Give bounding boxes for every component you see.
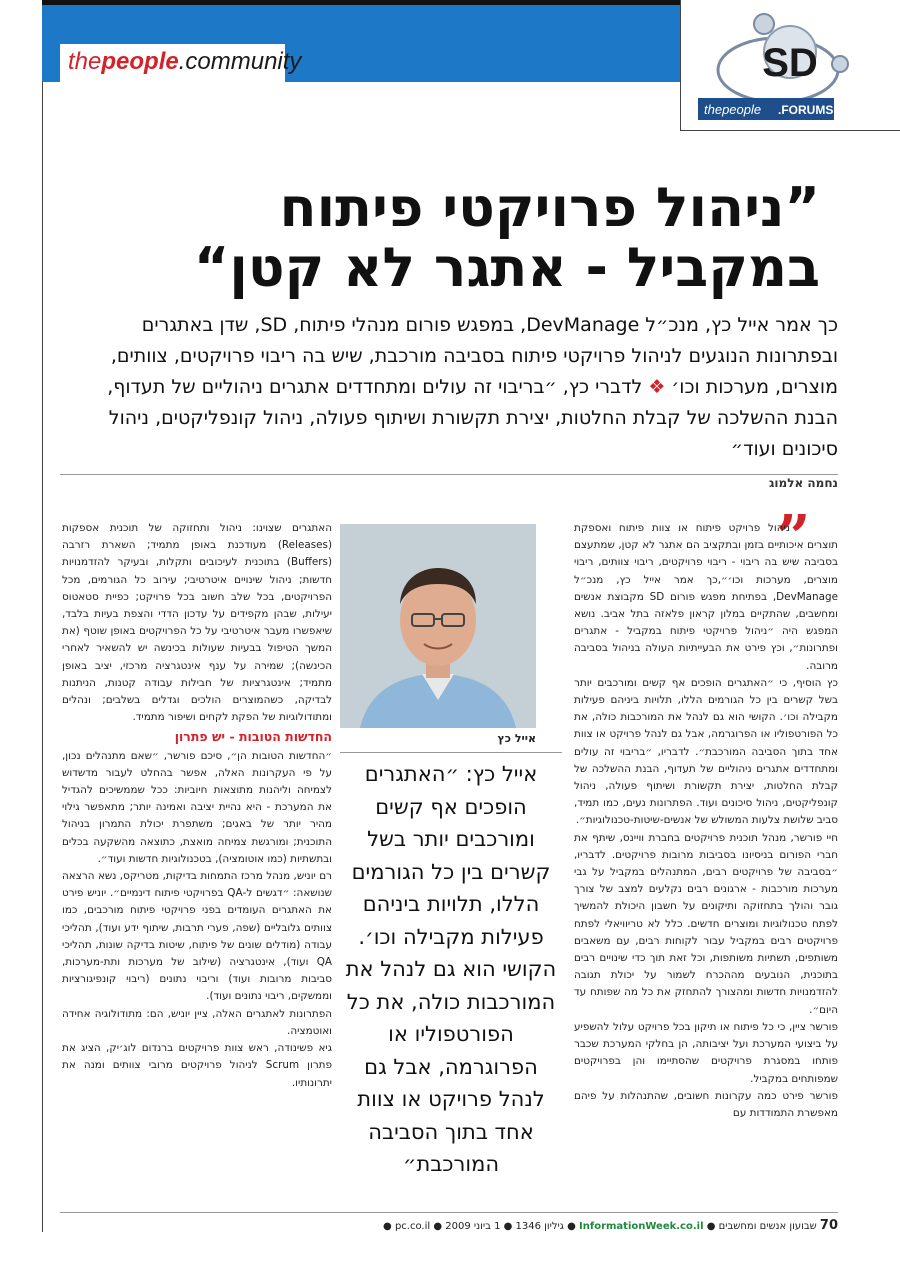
diamond-icon: ❖ xyxy=(648,376,666,398)
paragraph: גיא פשינודה, ראש צוות פרויקטים ברנדום לוג׳יק, הציג את פתרון Scrum לניהול פרויקטים מרובי צוותים ומנה את יתרונותיו. xyxy=(62,1042,332,1089)
page-frame-left xyxy=(42,82,43,1232)
svg-text:SD: SD xyxy=(762,41,818,85)
footer-date: 1 ביוני 2009 xyxy=(445,1221,501,1232)
header-divider-vertical xyxy=(680,0,681,130)
headline-line-1: ”ניהול פרויקטי פיתוח xyxy=(279,176,820,239)
paragraph: רם יוניש, מנהל מרכז התמחות בדיקות, מטריקס, נשא הרצאה שנושאה: ״דגשים ל-QA בפרויקטי פיתוח דינמיים״. יוניש פירט את האתגרים העומדים בפני פרויקטי פיתוח מורכבים, כמו צוותים גלובליים (שפה, פערי תרבות, שיתוף ידע ועוד), תהליכי עבודה (מודלים שונים של פיתוח, שיטות בדיקה שונות, תהליכי QA ועוד), אינטגרציה (שילוב של מערכות ותת-מערכות, סביבות מרובות ועוד) וריבוי נתונים (ריבוי קונפיגורציות וממשקים, ריבוי נתונים ועוד). xyxy=(62,870,332,1003)
paragraph: כץ הוסיף, כי ״האתגרים הופכים אף קשים ומורכבים יותר בשל קשרים בין כל הגורמים הללו, תלויות ביניהם פעילות מקבילה וכו׳. הקושי הוא גם לנהל את המורכבות כולה, את כל הפורטפוליו או הפרוגרמה, אבל גם לנהל פרויקט או צוות אחד בתוך הסביבה המורכבת״. לדבריו, ״בריבוי זה עולים ומתחדדים אתגרים ניהוליים של תעדוף, הבנת ההשלכה של קבלת החלטות, יצירת תקשורת ושיתוף פעולה, ניהול קונפליקטים, ניהול סיכונים ועוד. הפתרונות נעים, כמו תמיד, סביב שלושת צלעות המשולש של אנשים-שיטות-טכנולוגיות״. xyxy=(574,676,838,827)
article-lead: כך אמר אייל כץ, מנכ״ל DevManage, במפגש פורום מנהלי פיתוח, SD, שדן באתגרים ובפתרונות הנוגעים לניהול פרויקטי פיתוח בסביבה מורכבת, שיש בה ריבוי פרויקטים, צוותים, מוצרים, מערכות וכו׳ ❖ לדברי כץ, ״בריבוי זה עולים ומתחדדים אתגרים ניהוליים של תעדוף, הבנת ההשלכה של קבלת החלטות, יצירת תקשורת ושיתוף פעולה, ניהול קונפליקטים, ניהול סיכונים ועוד״ xyxy=(107,314,838,460)
article-column-right xyxy=(574,520,838,1122)
paragraph: חיי פורשר, מנהל תוכנית פרויקטים בחברת וויינס, שיתף את חברי הפורום בניסיונו בסביבות מרובות פרויקטים. לדבריו, ״בסביבה של פרויקטים רבים, המתנהלים במקביל על גבי מערכות מורכבות - ארגונים רבים נקלעים למצב של צורך גובר והולך בתחזוקה ותיקונים על חשבון היכולת להמשיך לפתח טכנולוגיות ומוצרים חדשים. כלל לא טריוויאלי לפתח פרויקטים רבים במקביל עבור לקוחות רבים, עם משאבים משותפים, תשתיות משותפות, וכל זאת תוך כדי שינויים רבים בתוכנית, הנובעים מההכרח לשמור על יכולת תגובה להזדמנויות חדשות ומהצורך להתחזק את כל מה שפותח עד היום״. xyxy=(574,831,838,1016)
sd-forums-logo xyxy=(690,8,860,128)
page-footer: 70 שבועון אנשים ומחשבים ● InformationWeek.co.il ● גיליון 1346 ● 1 ביוני 2009 ● pc.co.il ● xyxy=(383,1218,838,1233)
headline-line-2: במקביל - אתגר לא קטן“ xyxy=(193,236,820,299)
footer-publication: שבועון אנשים ומחשבים xyxy=(718,1221,817,1232)
footer-site2-link[interactable]: pc.co.il xyxy=(394,1221,431,1232)
svg-text:.FORUMS: .FORUMS xyxy=(778,103,834,117)
byline-divider xyxy=(60,474,838,475)
article-column-left xyxy=(62,520,332,1092)
brand-logo: thepeople.community xyxy=(68,48,302,75)
article-byline: נחמה אלמוג xyxy=(769,476,838,490)
paragraph: פורשר פירט כמה עקרונות חשובים, שהתנהלות על פיהם מאפשרת התמודדות עם xyxy=(574,1089,838,1119)
header-black-strip xyxy=(42,0,680,5)
svg-text:thepeople: thepeople xyxy=(704,102,762,117)
header-divider-horizontal xyxy=(680,130,900,131)
footer-issue: גיליון 1346 xyxy=(515,1221,564,1232)
paragraph: פורשר ציין, כי כל פיתוח או תיקון בכל פרויקט עלול להשפיע על ביצועי המערכת ועל יציבותה, הן בחלקי המערכת שכבר פותחו במסגרת פרויקטים שהסתיימו והן בפרויקטים שמפותחים במקביל. xyxy=(574,1020,838,1085)
footer-divider xyxy=(60,1212,838,1213)
section-subheading: החדשות הטובות - יש פתרון xyxy=(174,729,332,745)
pull-quote: אייל כץ: ״האתגרים הופכים אף קשים ומורכבים יותר בשל קשרים בין כל הגורמים הללו, תלויות ביניהם פעילות מקבילה וכו׳. הקושי הוא גם לנהל את המורכבות כולה, את כל הפורטפוליו או הפרוגרמה, אבל גם לנהל פרויקט או צוות אחד בתוך הסביבה המורכבת״ xyxy=(345,762,557,1176)
article-headline xyxy=(80,178,820,298)
quote-mark-icon: ” xyxy=(776,503,811,573)
footer-site-link[interactable]: InformationWeek.co.il xyxy=(579,1221,704,1232)
pullquote-divider xyxy=(340,752,562,753)
paragraph: הפתרונות לאתגרים האלה, ציין יוניש, הם: מתודולוגיה אחידה ואוטמציה. xyxy=(62,1007,332,1037)
author-photo xyxy=(340,524,536,728)
paragraph: ניהול פרויקט פיתוח או צוות פיתוח ואספקת תוצרים איכותיים בזמן ובתקציב הם אתגר לא קטן, שמתעצם בסביבה שיש בה ריבוי - ריבוי פרויקטים, ריבוי צוותים, ריבוי מוצרים, מערכות וכו׳״,כך אמר אייל כץ, מנכ״ל DevManage, בפתיחת מפגש פורום SD מקבוצת אנשים ומחשבים, שהתקיים במלון קראון פלאזה בתל אביב. נושא המפגש היה ״ניהול פרויקטי פיתוח במקביל - אתגרים ופתרונות״, וכץ פירט את הבעייתיות העולה בניהול בסביבה מרובה. xyxy=(574,522,838,672)
page-number: 70 xyxy=(819,1218,838,1233)
paragraph: ״החדשות הטובות הן״, סיכם פורשר, ״שאם מתנהלים נכון, על פי העקרונות האלה, אפשר בהחלט לעבור מדשדוש לצמיחה וליהנות מתוצאות חיוביות: ככל שממשיכים להגדיל את המערכת - היא נהיית יציבה ואמינה יותר; מתאפשר גילוי מהיר יותר של באגים; משתפרת יכולת התמרון בניהול התוכנית; ומורגשת צמיחה מואצת, כתוצאה מהשקעה בכלים ובתשתיות (כמו אוטומציה), בטכנולוגיות חדשות ועוד״. xyxy=(62,749,332,865)
paragraph: האתגרים שצוינו: ניהול ותחזוקה של תוכנית אספקות (Releases) מעודכנת באופן מתמיד; השארת רזרבה (Buffers) בתוכנית לעיכובים ותקלות, ובעיקר להזדמנויות חדשות; ניהול שינויים איטרטיבי; עירוב כל הגורמים, מכל הפרויקטים, בכל שלב חשוב בכל פרויקט; כפיית סטאטוס יעילות, שבהן מקפידים על עדכון הדדי והצפת בעיות בלבד, שיאפשרו מעבר איטרטיבי על כל הפרויקטים באופן שוטף (את המשך הטיפול בבעיות שעולות בכינשה יש להשאיר לאחרי הכינשה); שמירה על ענף אינטגרציה מרכזי, יציב באופן מתמיד; אינטגרציות של חבילות עבודה קטנות, הניתנות לבדיקה, כשהמוצרים הולכים וגדלים בשלבים; ונהלים ומתודולוגיות של הפקת לקחים ושיפור מתמיד. xyxy=(62,522,332,724)
photo-caption: אייל כץ xyxy=(497,732,536,745)
